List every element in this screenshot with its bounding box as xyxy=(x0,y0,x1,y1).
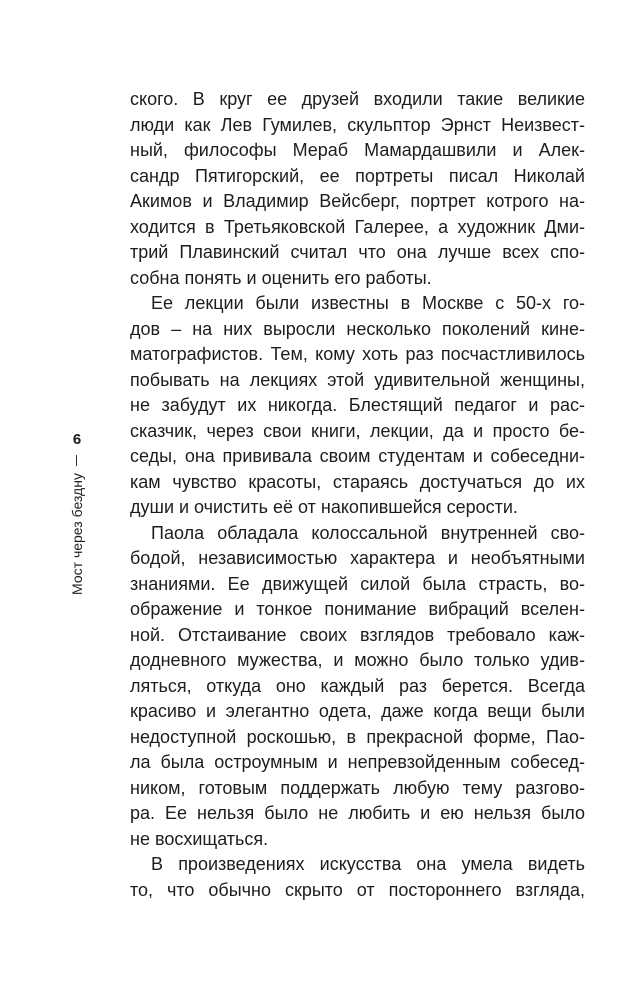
text-line: матографистов. Тем, кому хоть раз посчастливилось xyxy=(130,344,585,364)
text-line: души и очистить её от накопившейся серости. xyxy=(130,497,518,517)
text-line: недоступной роскошью, в прекрасной форме, Пао- xyxy=(130,726,585,747)
text-line: ходится в Третьяковской Галерее, а художник Дми- xyxy=(130,216,585,237)
paragraph xyxy=(130,87,585,291)
text-line: ла была остроумным и непревзойденным собесед- xyxy=(130,752,585,772)
running-title: Мост через бездну xyxy=(69,473,85,595)
text-line: ный, философы Мераб Мамардашвили и Алек- xyxy=(130,140,585,160)
text-line: Ее лекции были известны в Москве с 50-х го- xyxy=(151,293,585,313)
text-line: седы, она прививала своим студентам и собеседни- xyxy=(130,446,585,466)
text-line: Акимов и Владимир Вейсберг, портрет котрого на- xyxy=(130,191,585,211)
text-line: не восхищаться. xyxy=(130,828,269,849)
text-line: люди как Лев Гумилев, скульптор Эрнст Неизвест- xyxy=(130,114,585,135)
text-line: В произведениях искусства она умела видеть xyxy=(151,854,585,874)
text-line: дов – на них выросли несколько поколений кине- xyxy=(130,318,585,339)
page-number: 6 xyxy=(72,431,82,448)
text-line: Паола обладала колоссальной внутренней сво- xyxy=(151,522,585,543)
paragraph xyxy=(130,852,585,903)
text-line: кам чувство красоты, стараясь достучаться до их xyxy=(130,471,585,492)
text-line: сказчик, через свои книги, лекции, да и просто бе- xyxy=(130,420,585,441)
text-line: ником, готовым поддержать любую тему разгово- xyxy=(130,777,585,798)
text-line: знаниями. Ее движущей силой была страсть, во- xyxy=(130,573,585,594)
margin-divider xyxy=(76,455,77,466)
text-line: собна понять и оценить его работы. xyxy=(130,267,432,288)
text-line: ображение и тонкое понимание вибраций вселен- xyxy=(130,599,585,619)
paragraph xyxy=(130,291,585,521)
text-line: не забудут их никогда. Блестящий педагог и рас- xyxy=(130,395,585,415)
text-line: ра. Ее нельзя было не любить и ею нельзя было xyxy=(130,803,585,823)
text-line: ной. Отстаивание своих взглядов требовало каж- xyxy=(130,624,585,645)
text-line: додневного мужества, и можно было только удив- xyxy=(130,650,585,670)
text-line: побывать на лекциях этой удивительной женщины, xyxy=(130,369,585,390)
text-line: сандр Пятигорский, ее портреты писал Николай xyxy=(130,165,585,186)
text-line: бодой, независимостью характера и необъятными xyxy=(130,548,585,568)
body-text xyxy=(130,87,585,903)
text-line: ского. В круг ее друзей входили такие великие xyxy=(130,89,585,109)
text-line: то, что обычно скрыто от постороннего взгляда, xyxy=(130,879,585,900)
text-line: трий Плавинский считал что она лучше всех спо- xyxy=(130,242,585,262)
paragraph xyxy=(130,521,585,853)
text-line: красиво и элегантно одета, даже когда вещи были xyxy=(130,701,585,721)
text-line: ляться, откуда оно каждый раз берется. Всегда xyxy=(130,675,585,696)
